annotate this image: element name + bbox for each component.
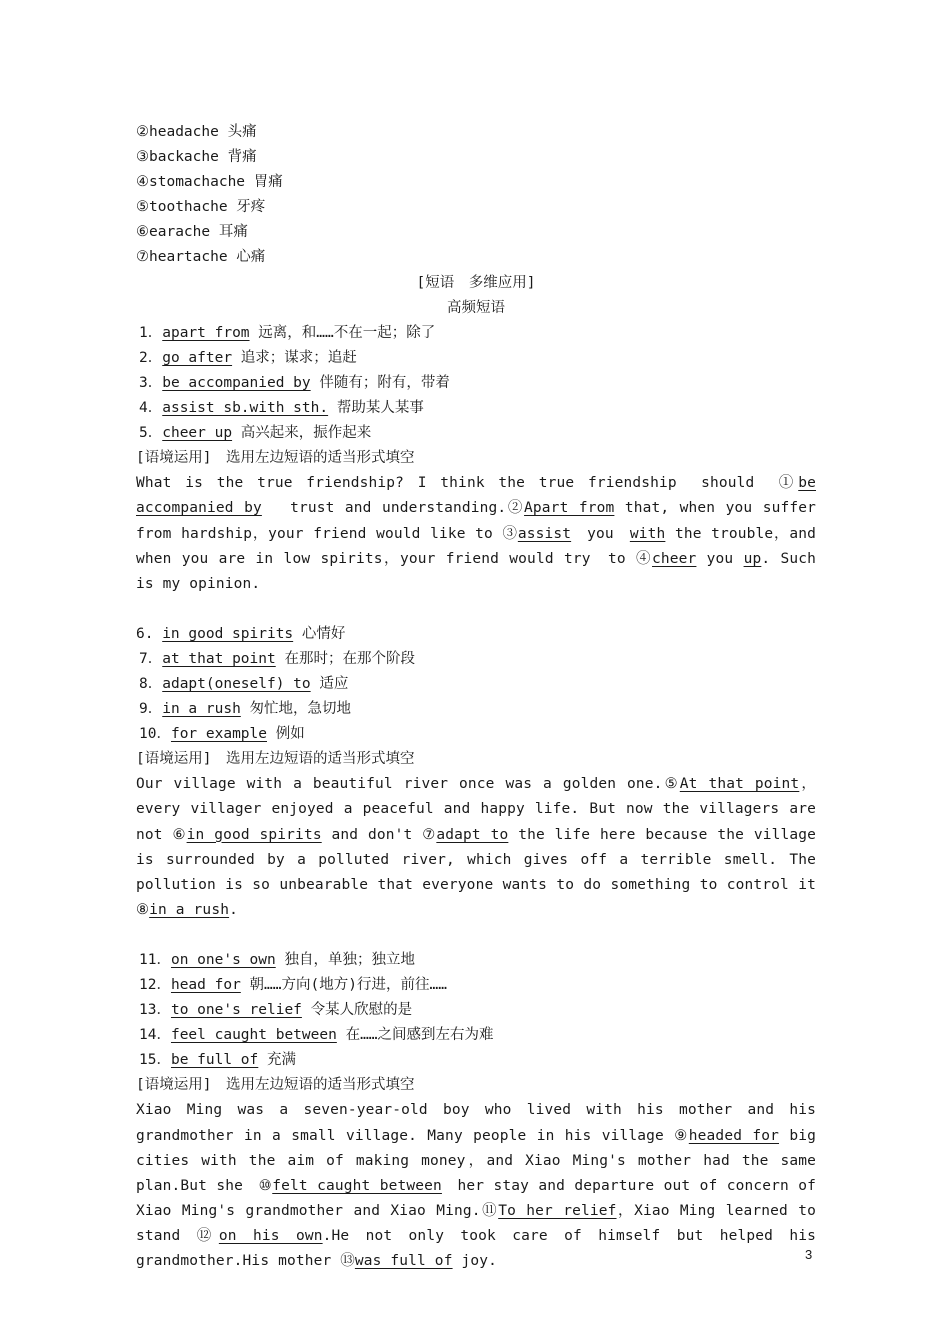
answer-blank: headed for [688,1127,780,1144]
phrase-number: 2． [139,349,163,366]
answer-blank: with [629,525,666,542]
vocab-item: ②headache 头痛 [136,124,257,140]
phrase-item [136,722,816,747]
phrase-item [136,998,816,1023]
phrase-text: for example [170,726,267,743]
answer-blank: assist [517,525,572,542]
answer-blank: in a rush [149,901,230,918]
passage-text: .He not only took care of himself but helped his grandmother.His mother ⑬ [136,1227,816,1270]
passage-text: you [571,525,630,542]
answer-blank: Apart from [524,500,615,517]
phrase-text: at that point [162,650,276,667]
answer-blank: At that point [679,776,800,793]
phrase-item [136,321,816,346]
passage-text: and don't ⑦ [321,826,437,843]
phrase-meaning: 高兴起来，振作起来 [232,425,372,442]
exercise-passage-3 [136,1098,816,1274]
answer-blank: To her relief [498,1202,617,1219]
phrase-text: go after [162,349,233,366]
section-heading: [短语 多维应用] [416,274,536,291]
phrase-meaning: 在那时；在那个阶段 [275,650,415,667]
phrase-text: in a rush [162,701,241,718]
phrase-number: 8． [139,675,163,692]
section-subheading: 高频短语 [447,299,505,316]
passage-text: that, when you suffer from hardship，your friend would like to ③ [136,500,816,542]
phrase-text: feel caught between [170,1027,337,1044]
phrase-meaning: 独自，单独；独立地 [275,951,415,968]
phrase-item [136,948,816,973]
phrase-meaning: 例如 [267,726,305,743]
phrase-list-1 [136,321,816,446]
phrase-number: 13． [139,1002,171,1019]
passage-text: trust and understanding.② [261,500,525,517]
phrase-meaning: 适应 [310,675,349,692]
phrase-meaning: 帮助某人某事 [328,400,424,417]
vocab-item: ④stomachache 胃痛 [136,174,283,191]
vocab-item: ⑦heartache 心痛 [136,249,266,266]
answer-blank: felt caught between [272,1177,442,1194]
phrase-text: assist sb.with sth. [162,400,329,417]
phrase-text: cheer up [162,425,233,442]
phrase-number: 6. [136,625,163,642]
passage-text: Our village with a beautiful river once was a golden one.⑤ [136,776,680,793]
answer-blank: on his own [218,1227,323,1244]
exercise-passage-1 [136,471,816,596]
exercise-passage-2 [136,772,816,923]
phrase-number: 3． [139,374,163,391]
phrase-meaning: 在……之间感到左右为难 [336,1027,494,1044]
passage-text: ，Xiao Ming learned to stand ⑫ [136,1202,816,1244]
phrase-item [136,1048,816,1073]
passage-text: Xiao Ming was a seven-year-old boy who lived with his mother and his grandmother in a small village. Many people in his village ⑨ [136,1102,816,1144]
passage-text: . Such is my opinion. [136,550,816,592]
passage-text: ，every villager enjoyed a peaceful and happy life. But now the villagers are not ⑥ [136,776,817,843]
phrase-number: 12． [139,977,171,993]
phrase-text: to one's relief [170,1002,302,1019]
phrase-item [136,973,816,998]
phrase-number: 9． [139,701,163,718]
answer-blank: up [743,550,762,567]
answer-blank: be accompanied by [136,475,816,517]
phrase-text: be accompanied by [162,374,311,391]
passage-text: . [229,901,238,918]
phrase-item [136,647,816,672]
phrase-number: 7． [139,650,163,667]
phrase-item [136,396,816,421]
passage-text: you [696,550,744,567]
phrase-number: 5． [139,425,163,442]
phrase-text: head for [170,977,241,993]
phrase-meaning: 远离，和……不在一起；除了 [249,324,436,341]
phrase-item [136,421,816,446]
phrase-number: 1． [139,324,163,341]
phrase-item [136,346,816,371]
answer-blank: was full of [354,1253,453,1270]
phrase-number: 11． [139,951,171,968]
phrase-meaning: 充满 [258,1052,297,1069]
document-body [136,120,816,1274]
phrase-item [136,371,816,396]
phrase-text: on one's own [170,951,276,968]
phrase-meaning: 匆忙地，急切地 [240,701,352,718]
spacer [136,597,816,622]
phrase-meaning: 追求；谋求；追赶 [232,349,357,366]
phrase-text: adapt(oneself) to [162,675,311,692]
answer-blank: adapt to [436,826,509,843]
page-number: 3 [805,1247,813,1262]
exercise-instruction: [语境运用] 选用左边短语的适当形式填空 [136,1077,415,1094]
answer-blank: in good spirits [186,826,322,843]
vocab-item: ⑥earache 耳痛 [136,224,248,241]
exercise-instruction: [语境运用] 选用左边短语的适当形式填空 [136,450,415,467]
vocab-item: ③backache 背痛 [136,149,257,166]
phrase-meaning: 朝……方向(地方)行进，前往…… [240,977,447,993]
answer-blank: cheer [652,550,697,567]
phrase-list-2 [136,622,816,747]
spacer [136,923,816,948]
vocab-list [136,120,816,271]
phrase-text: be full of [170,1052,259,1069]
passage-text: the trouble，and when you are in low spirits，your friend would try to ④ [136,525,816,567]
phrase-meaning: 心情好 [293,625,346,642]
phrase-number: 4． [139,400,163,417]
phrase-meaning: 令某人欣慰的是 [301,1002,413,1019]
exercise-instruction: [语境运用] 选用左边短语的适当形式填空 [136,751,415,768]
phrase-text: apart from [162,324,250,341]
vocab-item: ⑤toothache 牙疼 [136,199,266,216]
phrase-item [136,1023,816,1048]
phrase-meaning: 伴随有；附有，带着 [310,374,450,391]
phrase-number: 15． [139,1052,171,1069]
passage-text: joy. [452,1253,497,1270]
phrase-item [136,672,816,697]
phrase-list-3 [136,948,816,1073]
passage-text: big cities with the aim of making money，and Xiao Ming's mother had the same plan.But she ⑩ [136,1127,816,1194]
phrase-item [136,622,816,647]
phrase-text: in good spirits [162,625,294,642]
passage-text: her stay and departure out of concern of Xiao Ming's grandmother and Xiao Ming.⑪ [136,1177,817,1219]
passage-text: What is the true friendship? I think the true friendship should ① [136,475,799,492]
phrase-item [136,697,816,722]
phrase-number: 10． [139,726,171,743]
passage-text: the life here because the village is surrounded by a polluted river, which gives off a terrible smell. The pollution is so unbearable that everyone wants to do something to control it ⑧ [136,826,817,918]
phrase-number: 14． [139,1027,171,1044]
